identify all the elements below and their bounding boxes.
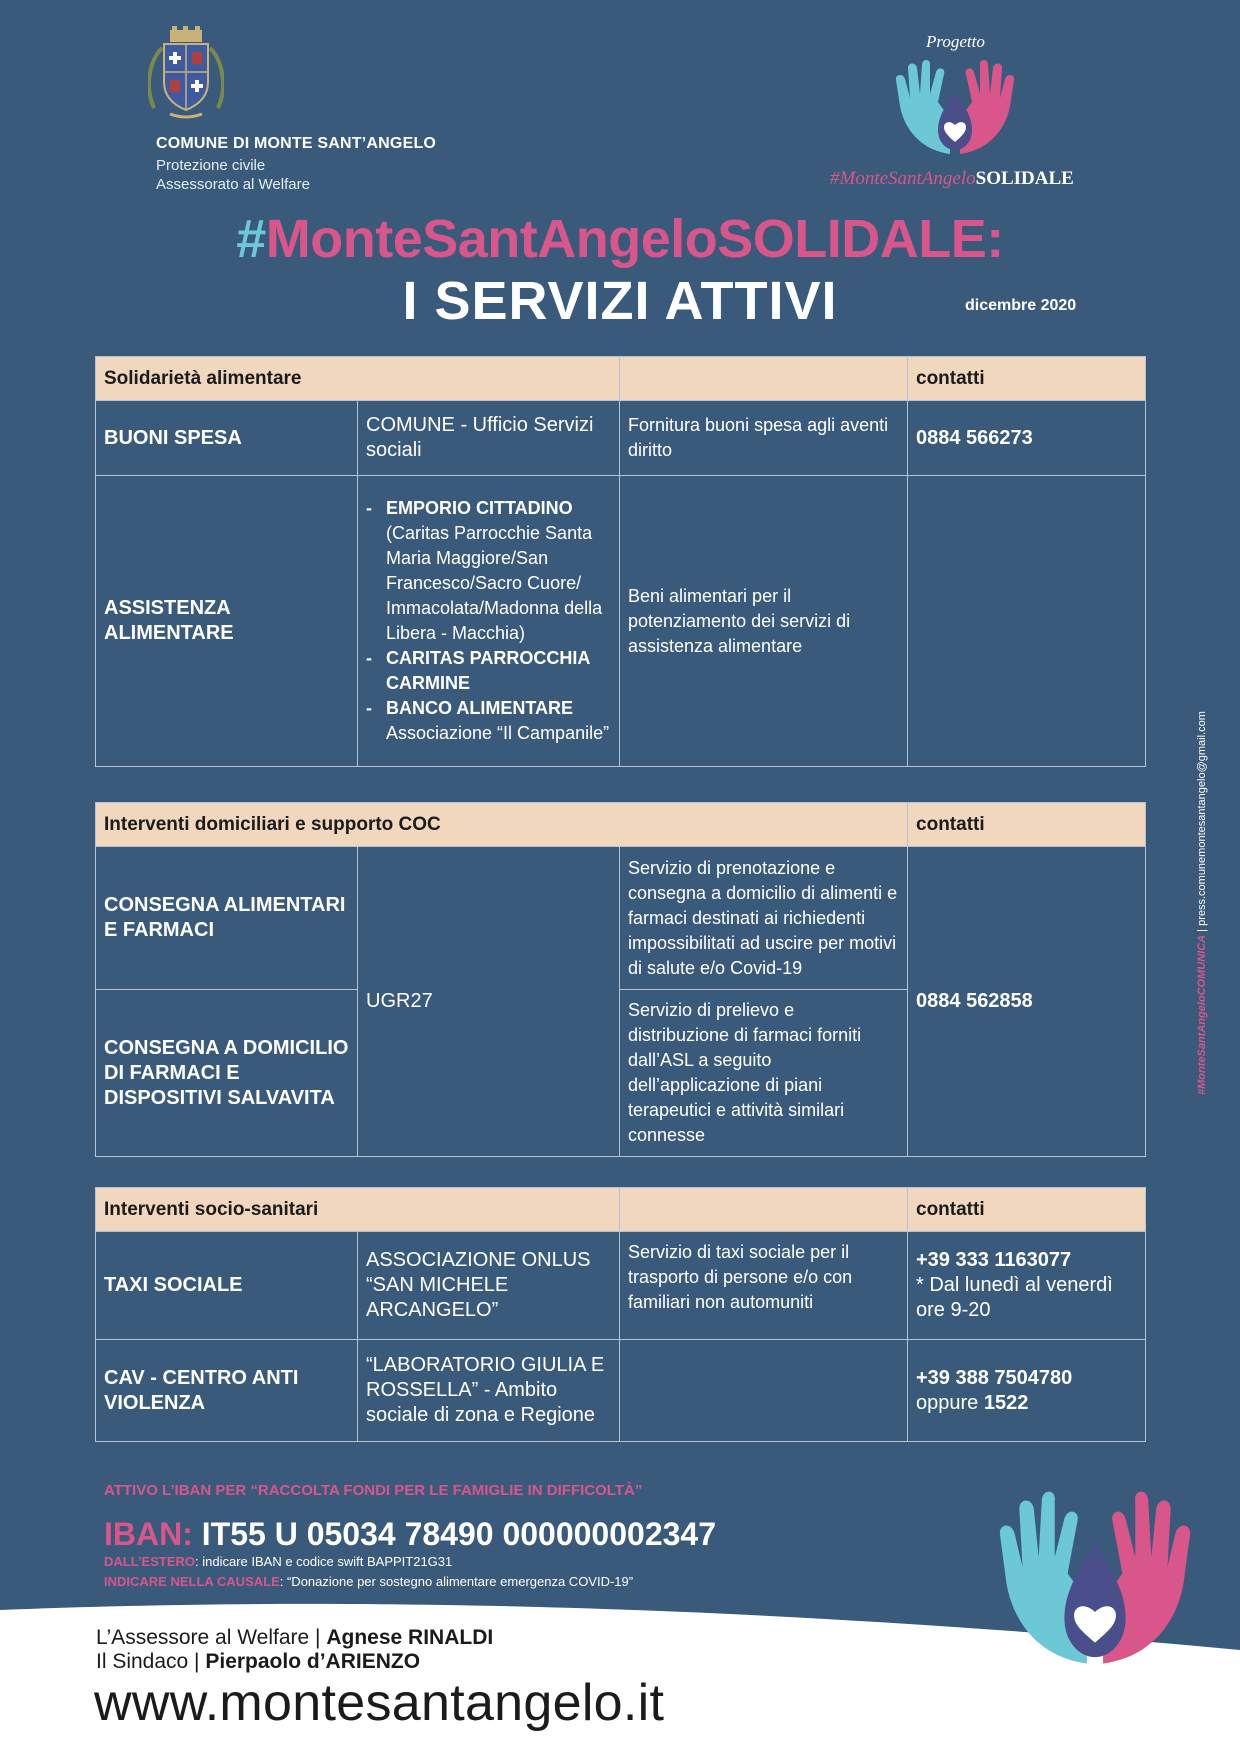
header-empty-cell	[620, 357, 908, 401]
list-item	[386, 696, 611, 746]
contact-cell	[908, 1340, 1146, 1442]
empty-contact-cell	[908, 476, 1146, 767]
service-provider: COMUNE - Ufficio Servizi sociali	[358, 401, 620, 476]
contact-hours: * Dal lunedì al venerdì ore 9-20	[916, 1274, 1113, 1321]
service-description: Fornitura buoni spesa agli aventi diritto	[620, 401, 908, 476]
iban-value: IT55 U 05034 78490 000000002347	[201, 1516, 716, 1552]
provider-name: EMPORIO CITTADINO	[386, 498, 573, 518]
service-provider-list	[358, 476, 620, 767]
table-header-row	[96, 357, 1146, 401]
project-hashtag	[830, 168, 1074, 190]
signature-assessore	[96, 1626, 493, 1650]
payment-reason-label: INDICARE NELLA CAUSALE	[104, 1574, 280, 1589]
services-table-food-solidarity	[95, 356, 1146, 767]
service-name: BUONI SPESA	[96, 401, 358, 476]
payment-reason-text: : “Donazione per sostegno alimentare emergenza COVID-19”	[279, 1574, 634, 1589]
section-header-food-solidarity: Solidarietà alimentare	[96, 357, 620, 401]
contact-phone: 0884 566273	[908, 401, 1146, 476]
assessore-role: L’Assessore al Welfare |	[96, 1626, 321, 1649]
service-name: TAXI SOCIALE	[96, 1232, 358, 1340]
provider-name: CARITAS PARROCCHIA CARMINE	[386, 648, 590, 693]
empty-description-cell	[620, 1340, 908, 1442]
iban-label: IBAN:	[104, 1516, 193, 1552]
provider-detail: Associazione “Il Campanile”	[386, 723, 610, 743]
contacts-header: contatti	[908, 803, 1146, 847]
main-subtitle: I SERVIZI ATTIVI	[402, 271, 838, 331]
contact-phone: +39 388 7504780	[916, 1366, 1073, 1389]
solidarity-hands-logo-icon	[890, 58, 1020, 158]
contact-phone: +39 333 1163077	[916, 1249, 1072, 1271]
municipal-crest-icon	[148, 26, 224, 122]
title-line1: MonteSantAngeloSOLIDALE:	[265, 209, 1004, 269]
service-name: CONSEGNA A DOMICILIO DI FARMACI E DISPOSITIVI SALVAVITA	[96, 990, 358, 1157]
service-description: Servizio di taxi sociale per il trasporto di persone e/o con familiari non automuniti	[620, 1232, 908, 1340]
services-table-home-interventions	[95, 802, 1146, 1157]
department-civil-protection: Protezione civile	[156, 157, 266, 174]
contact-phone: 0884 562858	[908, 847, 1146, 1157]
signature-sindaco	[96, 1650, 420, 1674]
service-provider: “LABORATORIO GIULIA E ROSSELLA” - Ambito sociale di zona e Regione	[358, 1340, 620, 1442]
title-hash: #	[236, 209, 266, 269]
services-table-social-health	[95, 1187, 1146, 1442]
table-row	[96, 1232, 1146, 1340]
table-header-row	[96, 1188, 1146, 1232]
header-empty-cell	[620, 1188, 908, 1232]
sindaco-role: Il Sindaco |	[96, 1650, 200, 1673]
sindaco-name: Pierpaolo d’ARIENZO	[205, 1650, 421, 1673]
foreign-transfer-text: : indicare IBAN e codice swift BAPPIT21G31	[195, 1554, 453, 1569]
table-header-row	[96, 803, 1146, 847]
provider-name: BANCO ALIMENTARE	[386, 698, 573, 718]
section-header-social-health: Interventi socio-sanitari	[96, 1188, 620, 1232]
payment-reason-note	[104, 1574, 633, 1589]
contact-cell	[908, 1232, 1146, 1340]
fundraising-headline: ATTIVO L’IBAN PER “RACCOLTA FONDI PER LE FAMIGLIE IN DIFFICOLTÀ”	[104, 1482, 643, 1499]
contacts-header: contatti	[908, 357, 1146, 401]
service-description: Servizio di prelievo e distribuzione di farmaci forniti dall’ASL a seguito dell’applicazione di piani terapeutici e attività similari connesse	[620, 990, 908, 1157]
service-name: ASSISTENZA ALIMENTARE	[96, 476, 358, 767]
service-description: Beni alimentari per il potenziamento dei servizi di assistenza alimentare	[620, 476, 908, 767]
section-header-home-interventions: Interventi domiciliari e supporto COC	[96, 803, 908, 847]
contact-hotline: 1522	[983, 1391, 1029, 1414]
contact-or: oppure	[916, 1391, 979, 1414]
iban-line	[104, 1516, 716, 1553]
list-item	[386, 496, 611, 646]
department-welfare: Assessorato al Welfare	[156, 176, 310, 193]
project-hashtag-bold: SOLIDALE	[975, 168, 1074, 189]
solidarity-hands-large-icon	[990, 1480, 1200, 1670]
list-item	[386, 646, 611, 696]
project-label: Progetto	[926, 32, 985, 51]
side-credit-email: | press.comunemontesantangelo@gmail.com	[1196, 711, 1208, 935]
foreign-transfer-label: DALL’ESTERO	[104, 1554, 196, 1569]
service-provider: ASSOCIAZIONE ONLUS “SAN MICHELE ARCANGELO”	[358, 1232, 620, 1340]
municipality-name: COMUNE DI MONTE SANT’ANGELO	[156, 135, 437, 152]
contacts-header: contatti	[908, 1188, 1146, 1232]
service-description: Servizio di prenotazione e consegna a domicilio di alimenti e farmaci destinati ai richiedenti impossibilitati ad uscire per motivi di salute e/o Covid-19	[620, 847, 908, 990]
assessore-name: Agnese RINALDI	[326, 1626, 494, 1649]
website-url: www.montesantangelo.it	[94, 1674, 665, 1732]
service-name: CAV - CENTRO ANTI VIOLENZA	[96, 1340, 358, 1442]
foreign-transfer-note	[104, 1554, 452, 1569]
table-row	[96, 847, 1146, 990]
main-title	[0, 208, 1240, 270]
table-row	[96, 476, 1146, 767]
service-name: CONSEGNA ALIMENTARI E FARMACI	[96, 847, 358, 990]
table-row	[96, 401, 1146, 476]
project-hashtag-italic: #MonteSantAngelo	[830, 168, 976, 189]
publication-date: dicembre 2020	[965, 297, 1077, 314]
side-credit	[1196, 711, 1208, 1095]
provider-detail: (Caritas Parrocchie Santa Maria Maggiore/San Francesco/Sacro Cuore/ Immacolata/Madonna della Libera - Macchia)	[386, 523, 603, 643]
table-row	[96, 1340, 1146, 1442]
side-credit-tag: #MonteSantAngeloCOMUNICA	[1196, 934, 1208, 1095]
service-provider: UGR27	[358, 847, 620, 1157]
